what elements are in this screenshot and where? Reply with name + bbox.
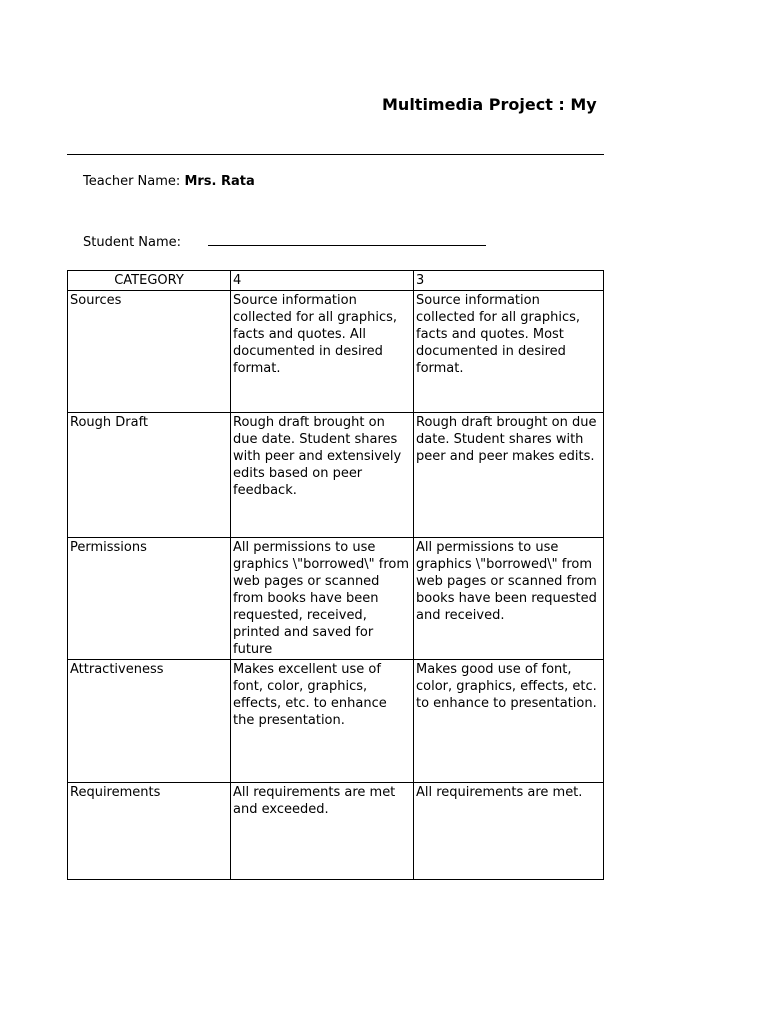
table-row xyxy=(68,538,604,660)
teacher-name-value: Mrs. Rata xyxy=(184,174,255,189)
table-row xyxy=(68,291,604,413)
row-category: Sources xyxy=(68,291,231,413)
teacher-name-label: Teacher Name: xyxy=(83,174,181,189)
student-name-row xyxy=(83,233,486,250)
table-row xyxy=(68,660,604,783)
title-divider xyxy=(67,154,604,155)
header-level-3: 3 xyxy=(414,271,604,291)
header-level-4: 4 xyxy=(231,271,414,291)
row-level-3: All permissions to use graphics \"borrowed\" from web pages or scanned from books have been requested and received. xyxy=(414,538,604,660)
student-name-label: Student Name: xyxy=(83,235,182,250)
row-level-3: All requirements are met. xyxy=(414,783,604,880)
row-category: Attractiveness xyxy=(68,660,231,783)
header-category: CATEGORY xyxy=(68,271,231,291)
table-row xyxy=(68,413,604,538)
row-level-4: Makes excellent use of font, color, graphics, effects, etc. to enhance the presentation. xyxy=(231,660,414,783)
row-level-3: Rough draft brought on due date. Student shares with peer and peer makes edits. xyxy=(414,413,604,538)
row-category: Rough Draft xyxy=(68,413,231,538)
table-row xyxy=(68,783,604,880)
row-level-4: All permissions to use graphics \"borrowed\" from web pages or scanned from books have been requested, received, printed and saved for future xyxy=(231,538,414,660)
page-title: Multimedia Project : My xyxy=(382,95,597,114)
row-level-3: Makes good use of font, color, graphics, effects, etc. to enhance to presentation. xyxy=(414,660,604,783)
rubric-table xyxy=(67,270,604,880)
row-level-4: Rough draft brought on due date. Student shares with peer and extensively edits based on peer feedback. xyxy=(231,413,414,538)
row-category: Permissions xyxy=(68,538,231,660)
row-level-4: All requirements are met and exceeded. xyxy=(231,783,414,880)
row-level-4: Source information collected for all graphics, facts and quotes. All documented in desired format. xyxy=(231,291,414,413)
teacher-name-row xyxy=(83,174,255,189)
row-level-3: Source information collected for all graphics, facts and quotes. Most documented in desired format. xyxy=(414,291,604,413)
rubric-header-row xyxy=(68,271,604,291)
student-name-blank xyxy=(208,233,486,246)
row-category: Requirements xyxy=(68,783,231,880)
